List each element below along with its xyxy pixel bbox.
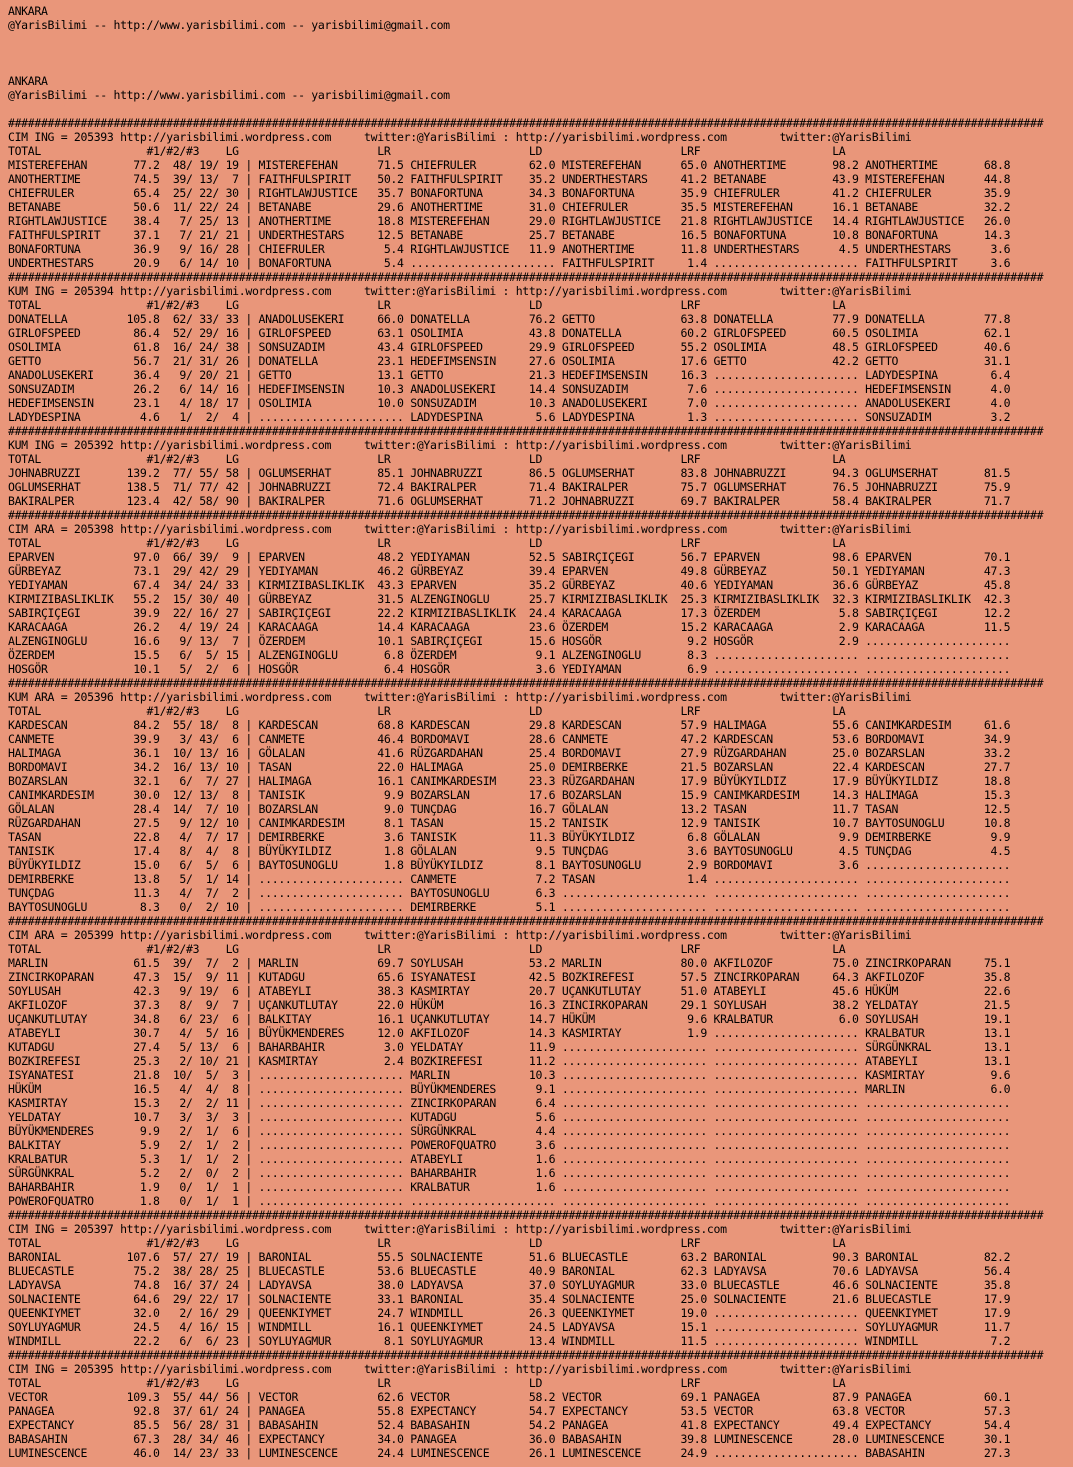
data-row: POWEROFQUATRO 1.8 0/ 1/ 1 | ...................... ...................... ...................... ...................... ...................... (8, 1194, 1011, 1208)
column-header-row: TOTAL #1/#2/#3 LG LR LD LRF LA (8, 298, 846, 312)
data-row: HÜKÜM 16.5 4/ 4/ 8 | ...................... BÜYÜKMENDERES 9.1 ...................... ...................... MARLIN 6.0 (8, 1082, 1011, 1096)
data-row: BAHARBAHIR 1.9 0/ 1/ 1 | ...................... KRALBATUR 1.6 ...................... ...................... ...................... (8, 1180, 1011, 1194)
section-divider: ############################################################################################################################################################# (8, 116, 1044, 130)
data-row: KUTADGU 27.4 5/ 13/ 6 | BAHARBAHIR 3.0 YELDATAY 11.9 ...................... ...................... SÜRGÜNKRAL 13.1 (8, 1040, 1011, 1054)
column-header-row: TOTAL #1/#2/#3 LG LR LD LRF LA (8, 536, 846, 550)
data-row: AKFILOZOF 37.3 8/ 9/ 7 | UÇANKUTLUTAY 22.0 HÜKÜM 16.3 ZINCIRKOPARAN 29.1 SOYLUSAH 38.2 YELDATAY 21.5 (8, 998, 1011, 1012)
data-row: BETANABE 50.6 11/ 22/ 24 | BETANABE 29.6 ANOTHERTIME 31.0 CHIEFRULER 35.5 MISTEREFEHAN 16.1 BETANABE 32.2 (8, 200, 1011, 214)
data-row: BÜYÜKYILDIZ 15.0 6/ 5/ 6 | BAYTOSUNOGLU 1.8 BÜYÜKYILDIZ 8.1 BAYTOSUNOGLU 2.9 BORDOMAVI 3.6 ...................... (8, 858, 1011, 872)
data-row: OGLUMSERHAT 138.5 71/ 77/ 42 | JOHNABRUZZI 72.4 BAKIRALPER 71.4 BAKIRALPER 75.7 OGLUMSERHAT 76.5 JOHNABRUZZI 75.9 (8, 480, 1011, 494)
data-row: BÜYÜKMENDERES 9.9 2/ 1/ 6 | ...................... SÜRGÜNKRAL 4.4 ...................... ...................... ...................... (8, 1124, 1011, 1138)
data-row: BONAFORTUNA 36.9 9/ 16/ 28 | CHIEFRULER 5.4 RIGHTLAWJUSTICE 11.9 ANOTHERTIME 11.8 UNDERTHESTARS 4.5 UNDERTHESTARS 3.6 (8, 242, 1011, 256)
data-row: EXPECTANCY 85.5 56/ 28/ 31 | BABASAHIN 52.4 BABASAHIN 54.2 PANAGEA 41.8 EXPECTANCY 49.4 EXPECTANCY 54.4 (8, 1418, 1011, 1432)
section-divider: ############################################################################################################################################################# (8, 1348, 1044, 1362)
data-row: TUNÇDAG 11.3 4/ 7/ 2 | ...................... BAYTOSUNOGLU 6.3 ...................... ...................... ...................... (8, 886, 1011, 900)
data-row: KRALBATUR 5.3 1/ 1/ 2 | ...................... ATABEYLI 1.6 ...................... ...................... ...................... (8, 1152, 1011, 1166)
data-row: PANAGEA 92.8 37/ 61/ 24 | PANAGEA 55.8 EXPECTANCY 54.7 EXPECTANCY 53.5 VECTOR 63.8 VECTOR 57.3 (8, 1404, 1011, 1418)
data-row: SOLNACIENTE 64.6 29/ 22/ 17 | SOLNACIENTE 33.1 BARONIAL 35.4 SOLNACIENTE 25.0 SOLNACIENTE 21.6 BLUECASTLE 17.9 (8, 1292, 1011, 1306)
data-row: BOZKIREFESI 25.3 2/ 10/ 21 | KASMIRTAY 2.4 BOZKIREFESI 11.2 ...................... ...................... ATABEYLI 13.1 (8, 1054, 1011, 1068)
city-title: ANKARA (8, 74, 48, 88)
city-title: ANKARA (8, 4, 48, 18)
blank-line (8, 46, 1043, 60)
section-divider: ############################################################################################################################################################# (8, 270, 1044, 284)
data-row: GÜRBEYAZ 73.1 29/ 42/ 29 | YEDIYAMAN 46.2 GÜRBEYAZ 39.4 EPARVEN 49.8 GÜRBEYAZ 50.1 YEDIYAMAN 47.3 (8, 564, 1011, 578)
data-row: UNDERTHESTARS 20.9 6/ 14/ 10 | BONAFORTUNA 5.4 ...................... FAITHFULSPIRIT 1.4 ...................... FAITHFULSPIRIT 3.6 (8, 256, 1011, 270)
column-header-row: TOTAL #1/#2/#3 LG LR LD LRF LA (8, 1236, 846, 1250)
section-divider: ############################################################################################################################################################# (8, 676, 1044, 690)
data-row: MARLIN 61.5 39/ 7/ 2 | MARLIN 69.7 SOYLUSAH 53.2 MARLIN 80.0 AKFILOZOF 75.0 ZINCIRKOPARAN 75.1 (8, 956, 1011, 970)
data-row: WINDMILL 22.2 6/ 6/ 23 | SOYLUYAGMUR 8.1 SOYLUYAGMUR 13.4 WINDMILL 11.5 ...................... WINDMILL 7.2 (8, 1334, 1011, 1348)
data-row: ALZENGINOGLU 16.6 9/ 13/ 7 | ÖZERDEM 10.1 SABIRÇIÇEGI 15.6 HOSGÖR 9.2 HOSGÖR 2.9 ...................... (8, 634, 1011, 648)
data-row: SOYLUYAGMUR 24.5 4/ 16/ 15 | WINDMILL 16.1 QUEENKIYMET 24.5 LADYAVSA 15.1 ...................... SOYLUYAGMUR 11.7 (8, 1320, 1011, 1334)
data-row: HEDEFIMSENSIN 23.1 4/ 18/ 17 | OSOLIMIA 10.0 SONSUZADIM 10.3 ANADOLUSEKERI 7.0 ...................... ANADOLUSEKERI 4.0 (8, 396, 1011, 410)
data-row: UÇANKUTLUTAY 34.8 6/ 23/ 6 | BALKITAY 16.1 UÇANKUTLUTAY 14.7 HÜKÜM 9.6 KRALBATUR 6.0 SOYLUSAH 19.1 (8, 1012, 1011, 1026)
section-divider: ############################################################################################################################################################# (8, 1208, 1044, 1222)
data-row: LADYDESPINA 4.6 1/ 2/ 4 | ...................... LADYDESPINA 5.6 LADYDESPINA 1.3 ...................... SONSUZADIM 3.2 (8, 410, 1011, 424)
data-row: GIRLOFSPEED 86.4 52/ 29/ 16 | GIRLOFSPEED 63.1 OSOLIMIA 43.8 DONATELLA 60.2 GIRLOFSPEED 60.5 OSOLIMIA 62.1 (8, 326, 1011, 340)
data-row: EPARVEN 97.0 66/ 39/ 9 | EPARVEN 48.2 YEDIYAMAN 52.5 SABIRÇIÇEGI 56.7 EPARVEN 98.6 EPARVEN 70.1 (8, 550, 1011, 564)
section-divider: ############################################################################################################################################################# (8, 424, 1044, 438)
data-row: ANADOLUSEKERI 36.4 9/ 20/ 21 | GETTO 13.1 GETTO 21.3 HEDEFIMSENSIN 16.3 ...................... LADYDESPINA 6.4 (8, 368, 1011, 382)
column-header-row: TOTAL #1/#2/#3 LG LR LD LRF LA (8, 1376, 846, 1390)
column-header-row: TOTAL #1/#2/#3 LG LR LD LRF LA (8, 704, 846, 718)
data-row: ATABEYLI 30.7 4/ 5/ 16 | BÜYÜKMENDERES 12.0 AKFILOZOF 14.3 KASMIRTAY 1.9 ...................... KRALBATUR 13.1 (8, 1026, 1011, 1040)
race-header: KUM ING = 205392 http://yarisbilimi.wordpress.com twitter:@YarisBilimi : http://yarisbilimi.wordpress.com twitter:@YarisBilimi (8, 438, 912, 452)
data-row: GETTO 56.7 21/ 31/ 26 | DONATELLA 23.1 HEDEFIMSENSIN 27.6 OSOLIMIA 17.6 GETTO 42.2 GETTO 31.1 (8, 354, 1011, 368)
data-row: BABASAHIN 67.3 28/ 34/ 46 | EXPECTANCY 34.0 PANAGEA 36.0 BABASAHIN 39.8 LUMINESCENCE 28.0 LUMINESCENCE 30.1 (8, 1432, 1011, 1446)
column-header-row: TOTAL #1/#2/#3 LG LR LD LRF LA (8, 942, 846, 956)
data-row: MISTEREFEHAN 77.2 48/ 19/ 19 | MISTEREFEHAN 71.5 CHIEFRULER 62.0 MISTEREFEHAN 65.0 ANOTHERTIME 98.2 ANOTHERTIME 68.8 (8, 158, 1011, 172)
section-divider: ############################################################################################################################################################# (8, 508, 1044, 522)
data-row: HOSGÖR 10.1 5/ 2/ 6 | HOSGÖR 6.4 HOSGÖR 3.6 YEDIYAMAN 6.9 ...................... ...................... (8, 662, 1011, 676)
blank-line (8, 60, 1043, 74)
data-row: KIRMIZIBASLIKLIK 55.2 15/ 30/ 40 | GÜRBEYAZ 31.5 ALZENGINOGLU 25.7 KIRMIZIBASLIKLIK 25.3 KIRMIZIBASLIKLIK 32.3 KIRMIZIBASLIKLIK 42.3 (8, 592, 1011, 606)
data-row: BALKITAY 5.9 2/ 1/ 2 | ...................... POWEROFQUATRO 3.6 ...................... ...................... ...................... (8, 1138, 1011, 1152)
data-row: QUEENKIYMET 32.0 2/ 16/ 29 | QUEENKIYMET 24.7 WINDMILL 26.3 QUEENKIYMET 19.0 ...................... QUEENKIYMET 17.9 (8, 1306, 1011, 1320)
data-row: FAITHFULSPIRIT 37.1 7/ 21/ 21 | UNDERTHESTARS 12.5 BETANABE 25.7 BETANABE 16.5 BONAFORTUNA 10.8 BONAFORTUNA 14.3 (8, 228, 1011, 242)
data-row: BLUECASTLE 75.2 38/ 28/ 25 | BLUECASTLE 53.6 BLUECASTLE 40.9 BARONIAL 62.3 LADYAVSA 70.6 LADYAVSA 56.4 (8, 1264, 1011, 1278)
data-row: KARDESCAN 84.2 55/ 18/ 8 | KARDESCAN 68.8 KARDESCAN 29.8 KARDESCAN 57.9 HALIMAGA 55.6 CANIMKARDESIM 61.6 (8, 718, 1011, 732)
data-row: OSOLIMIA 61.8 16/ 24/ 38 | SONSUZADIM 43.4 GIRLOFSPEED 29.9 GIRLOFSPEED 55.2 OSOLIMIA 48.5 GIRLOFSPEED 40.6 (8, 340, 1011, 354)
data-row: KARACAAGA 26.2 4/ 19/ 24 | KARACAAGA 14.4 KARACAAGA 23.6 ÖZERDEM 15.2 KARACAAGA 2.9 KARACAAGA 11.5 (8, 620, 1011, 634)
data-row: YEDIYAMAN 67.4 34/ 24/ 33 | KIRMIZIBASLIKLIK 43.3 EPARVEN 35.2 GÜRBEYAZ 40.6 YEDIYAMAN 36.6 GÜRBEYAZ 45.8 (8, 578, 1011, 592)
data-row: ISYANATESI 21.8 10/ 5/ 3 | ...................... MARLIN 10.3 ...................... ...................... KASMIRTAY 9.6 (8, 1068, 1011, 1082)
section-divider: ############################################################################################################################################################# (8, 914, 1044, 928)
data-row: BAKIRALPER 123.4 42/ 58/ 90 | BAKIRALPER 71.6 OGLUMSERHAT 71.2 JOHNABRUZZI 69.7 BAKIRALPER 58.4 BAKIRALPER 71.7 (8, 494, 1011, 508)
data-row: YELDATAY 10.7 3/ 3/ 3 | ...................... KUTADGU 5.6 ...................... ...................... ...................... (8, 1110, 1011, 1124)
data-row: HALIMAGA 36.1 10/ 13/ 16 | GÖLALAN 41.6 RÜZGARDAHAN 25.4 BORDOMAVI 27.9 RÜZGARDAHAN 25.0 BOZARSLAN 33.2 (8, 746, 1011, 760)
data-row: DEMIRBERKE 13.8 5/ 1/ 14 | ...................... CANMETE 7.2 TASAN 1.4 ...................... ...................... (8, 872, 1011, 886)
race-header: CIM ING = 205397 http://yarisbilimi.wordpress.com twitter:@YarisBilimi : http://yarisbilimi.wordpress.com twitter:@YarisBilimi (8, 1222, 912, 1236)
data-row: CANMETE 39.9 3/ 43/ 6 | CANMETE 46.4 BORDOMAVI 28.6 CANMETE 47.2 KARDESCAN 53.6 BORDOMAVI 34.9 (8, 732, 1011, 746)
data-row: SONSUZADIM 26.2 6/ 14/ 16 | HEDEFIMSENSIN 10.3 ANADOLUSEKERI 14.4 SONSUZADIM 7.6 ...................... HEDEFIMSENSIN 4.0 (8, 382, 1011, 396)
contact-line: @YarisBilimi -- http://www.yarisbilimi.com -- yarisbilimi@gmail.com (8, 18, 450, 32)
data-row: RÜZGARDAHAN 27.5 9/ 12/ 10 | CANIMKARDESIM 8.1 TASAN 15.2 TANISIK 12.9 TANISIK 10.7 BAYTOSUNOGLU 10.8 (8, 816, 1011, 830)
data-row: BOZARSLAN 32.1 6/ 7/ 27 | HALIMAGA 16.1 CANIMKARDESIM 23.3 RÜZGARDAHAN 17.9 BÜYÜKYILDIZ 17.9 BÜYÜKYILDIZ 18.8 (8, 774, 1011, 788)
data-row: LUMINESCENCE 46.0 14/ 23/ 33 | LUMINESCENCE 24.4 LUMINESCENCE 26.1 LUMINESCENCE 24.9 ...................... BABASAHIN 27.3 (8, 1446, 1011, 1460)
data-row: SABIRÇIÇEGI 39.9 22/ 16/ 27 | SABIRÇIÇEGI 22.2 KIRMIZIBASLIKLIK 24.4 KARACAAGA 17.3 ÖZERDEM 5.8 SABIRÇIÇEGI 12.2 (8, 606, 1011, 620)
data-row: TASAN 22.8 4/ 7/ 17 | DEMIRBERKE 3.6 TANISIK 11.3 BÜYÜKYILDIZ 6.8 GÖLALAN 9.9 DEMIRBERKE 9.9 (8, 830, 1011, 844)
data-row: SOYLUSAH 42.3 9/ 19/ 6 | ATABEYLI 38.3 KASMIRTAY 20.7 UÇANKUTLUTAY 51.0 ATABEYLI 45.6 HÜKÜM 22.6 (8, 984, 1011, 998)
data-row: ANOTHERTIME 74.5 39/ 13/ 7 | FAITHFULSPIRIT 50.2 FAITHFULSPIRIT 35.2 UNDERTHESTARS 41.2 BETANABE 43.9 MISTEREFEHAN 44.8 (8, 172, 1011, 186)
data-row: TANISIK 17.4 8/ 4/ 8 | BÜYÜKYILDIZ 1.8 GÖLALAN 9.5 TUNÇDAG 3.6 BAYTOSUNOGLU 4.5 TUNÇDAG 4.5 (8, 844, 1011, 858)
race-header: CIM ING = 205395 http://yarisbilimi.wordpress.com twitter:@YarisBilimi : http://yarisbilimi.wordpress.com twitter:@YarisBilimi (8, 1362, 912, 1376)
data-row: CHIEFRULER 65.4 25/ 22/ 30 | RIGHTLAWJUSTICE 35.7 BONAFORTUNA 34.3 BONAFORTUNA 35.9 CHIEFRULER 41.2 CHIEFRULER 35.9 (8, 186, 1011, 200)
race-header: CIM ING = 205393 http://yarisbilimi.wordpress.com twitter:@YarisBilimi : http://yarisbilimi.wordpress.com twitter:@YarisBilimi (8, 130, 912, 144)
data-row: LADYAVSA 74.8 16/ 37/ 24 | LADYAVSA 38.0 LADYAVSA 37.0 SOYLUYAGMUR 33.0 BLUECASTLE 46.6 SOLNACIENTE 35.8 (8, 1278, 1011, 1292)
blank-line (8, 102, 1043, 116)
data-row: KASMIRTAY 15.3 2/ 2/ 11 | ...................... ZINCIRKOPARAN 6.4 ...................... ...................... ...................... (8, 1096, 1011, 1110)
data-row: BORDOMAVI 34.2 16/ 13/ 10 | TASAN 22.0 HALIMAGA 25.0 DEMIRBERKE 21.5 BOZARSLAN 22.4 KARDESCAN 27.7 (8, 760, 1011, 774)
data-row: BAYTOSUNOGLU 8.3 0/ 2/ 10 | ...................... DEMIRBERKE 5.1 ...................... ...................... ...................... (8, 900, 1011, 914)
blank-line (8, 32, 1043, 46)
column-header-row: TOTAL #1/#2/#3 LG LR LD LRF LA (8, 452, 846, 466)
race-header: CIM ARA = 205398 http://yarisbilimi.wordpress.com twitter:@YarisBilimi : http://yarisbilimi.wordpress.com twitter:@YarisBilimi (8, 522, 912, 536)
race-header: CIM ARA = 205399 http://yarisbilimi.wordpress.com twitter:@YarisBilimi : http://yarisbilimi.wordpress.com twitter:@YarisBilimi (8, 928, 912, 942)
column-header-row: TOTAL #1/#2/#3 LG LR LD LRF LA (8, 144, 846, 158)
data-row: CANIMKARDESIM 30.0 12/ 13/ 8 | TANISIK 9.9 BOZARSLAN 17.6 BOZARSLAN 15.9 CANIMKARDESIM 14.3 HALIMAGA 15.3 (8, 788, 1011, 802)
data-row: BARONIAL 107.6 57/ 27/ 19 | BARONIAL 55.5 SOLNACIENTE 51.6 BLUECASTLE 63.2 BARONIAL 90.3 BARONIAL 82.2 (8, 1250, 1011, 1264)
data-row: RIGHTLAWJUSTICE 38.4 7/ 25/ 13 | ANOTHERTIME 18.8 MISTEREFEHAN 29.0 RIGHTLAWJUSTICE 21.8 RIGHTLAWJUSTICE 14.4 RIGHTLAWJUSTICE 26.0 (8, 214, 1011, 228)
data-row: SÜRGÜNKRAL 5.2 2/ 0/ 2 | ...................... BAHARBAHIR 1.6 ...................... ...................... ...................... (8, 1166, 1011, 1180)
race-header: KUM ING = 205394 http://yarisbilimi.wordpress.com twitter:@YarisBilimi : http://yarisbilimi.wordpress.com twitter:@YarisBilimi (8, 284, 912, 298)
data-row: ÖZERDEM 15.5 6/ 5/ 15 | ALZENGINOGLU 6.8 ÖZERDEM 9.1 ALZENGINOGLU 8.3 ...................... ...................... (8, 648, 1011, 662)
data-row: GÖLALAN 28.4 14/ 7/ 10 | BOZARSLAN 9.0 TUNÇDAG 16.7 GÖLALAN 13.2 TASAN 11.7 TASAN 12.5 (8, 802, 1011, 816)
data-row: VECTOR 109.3 55/ 44/ 56 | VECTOR 62.6 VECTOR 58.2 VECTOR 69.1 PANAGEA 87.9 PANAGEA 60.1 (8, 1390, 1011, 1404)
data-row: JOHNABRUZZI 139.2 77/ 55/ 58 | OGLUMSERHAT 85.1 JOHNABRUZZI 86.5 OGLUMSERHAT 83.8 JOHNABRUZZI 94.3 OGLUMSERHAT 81.5 (8, 466, 1011, 480)
data-row: ZINCIRKOPARAN 47.3 15/ 9/ 11 | KUTADGU 65.6 ISYANATESI 42.5 BOZKIREFESI 57.5 ZINCIRKOPARAN 64.3 AKFILOZOF 35.8 (8, 970, 1011, 984)
race-statistics-document (8, 4, 1043, 1460)
data-row: DONATELLA 105.8 62/ 33/ 33 | ANADOLUSEKERI 66.0 DONATELLA 76.2 GETTO 63.8 DONATELLA 77.9 DONATELLA 77.8 (8, 312, 1011, 326)
race-header: KUM ARA = 205396 http://yarisbilimi.wordpress.com twitter:@YarisBilimi : http://yarisbilimi.wordpress.com twitter:@YarisBilimi (8, 690, 912, 704)
contact-line: @YarisBilimi -- http://www.yarisbilimi.com -- yarisbilimi@gmail.com (8, 88, 450, 102)
